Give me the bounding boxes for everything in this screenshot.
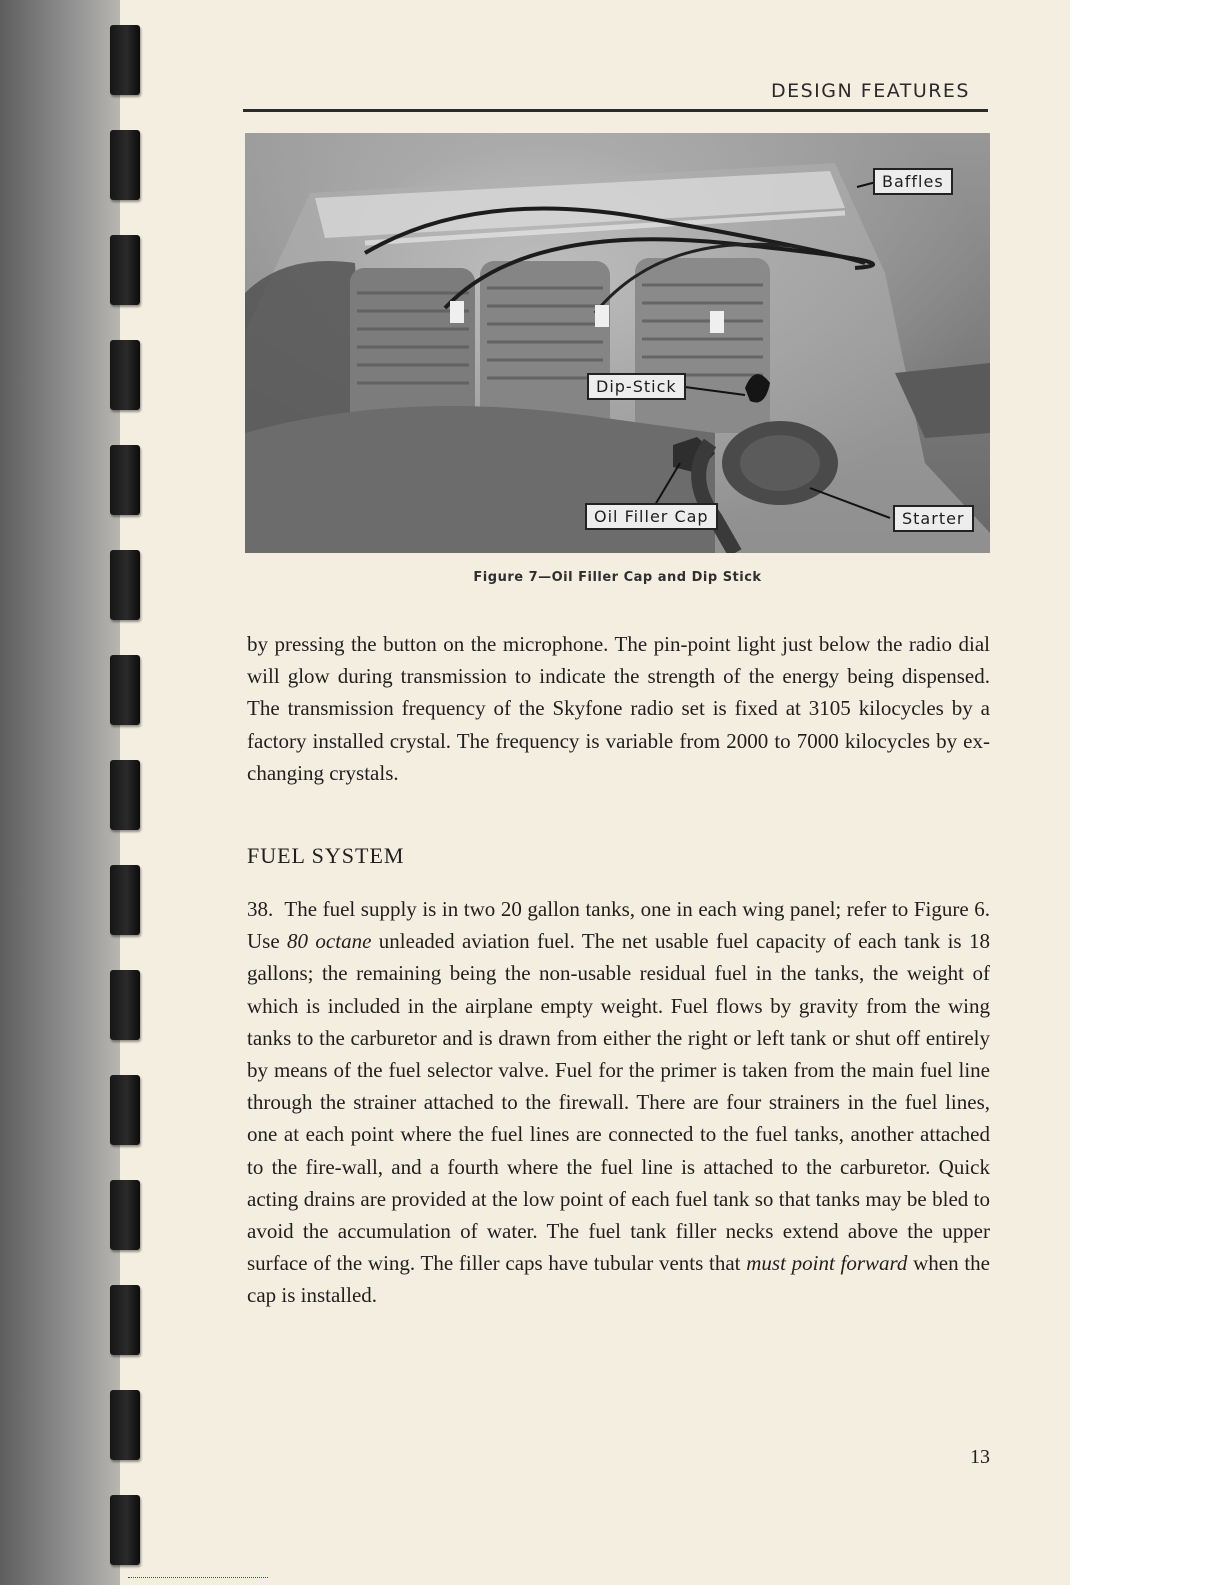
binding-ring bbox=[110, 1495, 140, 1565]
running-head: DESIGN FEATURES bbox=[770, 80, 970, 102]
paragraph-number: 38. bbox=[247, 897, 274, 921]
scan-margin bbox=[1070, 0, 1225, 1585]
binding-ring bbox=[110, 550, 140, 620]
binding-ring bbox=[110, 130, 140, 200]
engine-photo bbox=[245, 133, 990, 553]
body-continued bbox=[247, 628, 990, 789]
oil-filler-cap-label: Oil Filler Cap bbox=[585, 503, 718, 530]
paragraph-continued: by pressing the button on the microphone. The pin-point light just below the radio dial will glow during transmission to indicate the strength of the energy being dispensed. The transmission frequency of the Skyfone radio set is fixed at 3105 kilocycles by a factory installed crystal. The frequency is variable from 2000 to 7000 kilocycles by ex-changing crystals. bbox=[247, 632, 990, 785]
binding-ring bbox=[110, 25, 140, 95]
header-rule bbox=[243, 109, 988, 112]
fuel-text-part1: The fuel supply is in two 20 gallon tanks, one in each wing panel; refer to Figure 6. Use bbox=[247, 897, 990, 954]
binding-ring bbox=[110, 865, 140, 935]
fuel-text-part3: when the cap is installed. bbox=[247, 1251, 990, 1308]
binding-ring bbox=[110, 1075, 140, 1145]
octane-term: 80 octane bbox=[287, 929, 372, 954]
binding-ring bbox=[110, 1180, 140, 1250]
page-number: 13 bbox=[970, 1446, 990, 1468]
spiral-binding-shadow bbox=[0, 0, 120, 1585]
engine-photo-drawing bbox=[245, 133, 990, 553]
binding-ring bbox=[110, 445, 140, 515]
emphasis-text: must point forward bbox=[746, 1251, 908, 1276]
binding-ring bbox=[110, 340, 140, 410]
figure-caption: Figure 7—Oil Filler Cap and Dip Stick bbox=[473, 570, 762, 585]
baffles-label: Baffles bbox=[873, 168, 953, 195]
binding-ring bbox=[110, 1285, 140, 1355]
starter-label: Starter bbox=[893, 505, 974, 532]
scan-mark bbox=[128, 1577, 268, 1579]
fuel-section bbox=[247, 893, 990, 1312]
binding-ring bbox=[110, 970, 140, 1040]
fuel-text-part2: unleaded aviation fuel. The net usable fuel capacity of each tank is 18 gallons; the remaining being the non-usable residual fuel in the tanks, the weight of which is included in the airplane empty weight. Fuel flows by gravity from the wing tanks to the carburetor and is drawn from either the right or left tank or shut off entirely by means of the fuel selector valve. Fuel for the primer is taken from the main fuel line through the strainer attached to the firewall. There are four strainers in the fuel lines, one at each point where the fuel lines are connected to the fuel tanks, another attached to the fire-wall, and a fourth where the fuel line is attached to the carburetor. Quick acting drains are provided at the low point of each fuel tank so that tanks may be bled to avoid the accumulation of water. The fuel tank filler necks extend above the upper surface of the wing. The filler caps have tubular vents that bbox=[247, 929, 990, 1276]
binding-ring bbox=[110, 760, 140, 830]
dip-stick-label: Dip-Stick bbox=[587, 373, 686, 400]
binding-ring bbox=[110, 1390, 140, 1460]
binding-ring bbox=[110, 655, 140, 725]
fuel-system-paragraph bbox=[247, 893, 990, 1312]
section-heading: FUEL SYSTEM bbox=[247, 843, 405, 868]
binding-ring bbox=[110, 235, 140, 305]
